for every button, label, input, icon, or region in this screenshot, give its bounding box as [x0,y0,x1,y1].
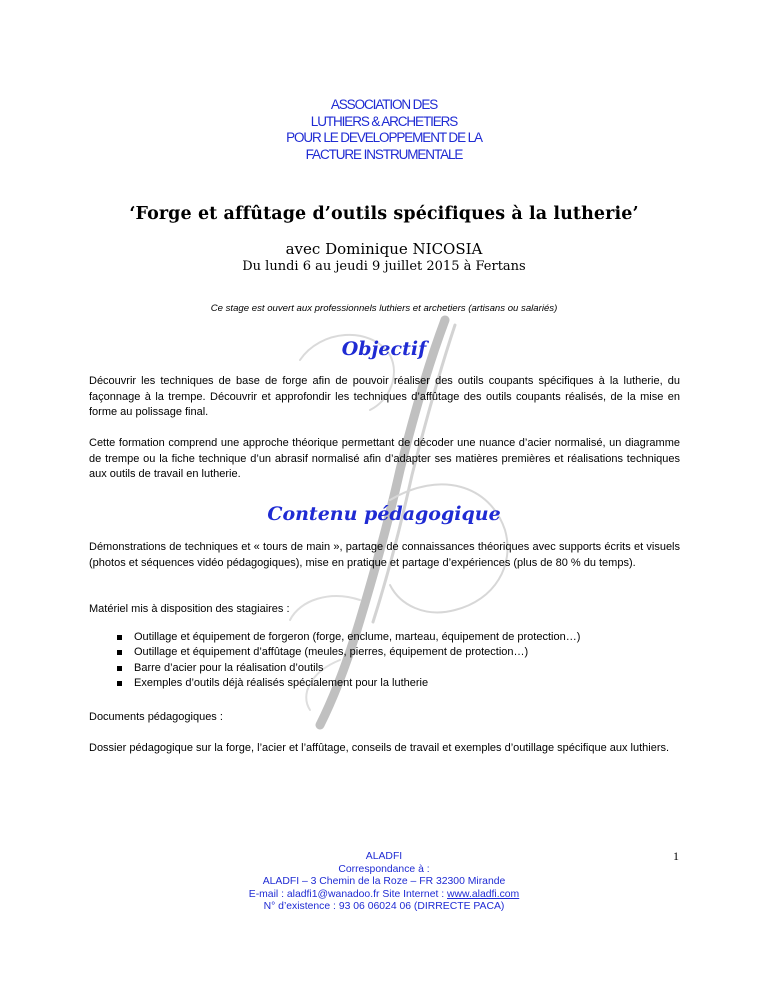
course-dates: Du lundi 6 au jeudi 9 juillet 2015 à Fertans [242,259,526,274]
objectif-paragraph-2: Cette formation comprend une approche théorique permettant de décoder une nuance d’acier normalisé, un diagramme de trempe ou la fiche technique d’un abrasif normalisé afin d’adapter ses matières premières et réalisations techniques aux outils de travail en lutherie. [89,437,680,481]
bullet-square-icon [117,666,122,671]
documents-text: Dossier pédagogique sur la forge, l’acier et l’affûtage, conseils de travail et exemples d’outillage spécifique aux luthiers. [89,742,670,754]
materiel-list [117,630,677,692]
list-item-text: Exemples d’outils déjà réalisés spécialement pour la lutherie [134,677,429,690]
list-item [117,676,677,691]
footer-existence: N° d’existence : 93 06 06024 06 (DIRRECTE PACA) [263,901,505,913]
page-number: 1 [673,849,679,863]
list-item [117,661,677,676]
list-item [117,645,677,660]
footer-email: E-mail : aladfi1@wanadoo.fr Site Internet : [248,888,448,900]
materiel-label: Matériel mis à disposition des stagiaires : [89,603,290,615]
list-item-text: Barre d’acier pour la réalisation d’outils [134,661,324,674]
association-header [0,97,768,163]
org-line-4: FACTURE INSTRUMENTALE [305,146,463,162]
course-title: ‘Forge et affûtage d’outils spécifiques à la lutherie’ [129,204,639,224]
objectif-heading: Objectif [341,338,427,360]
footer-correspondance: Correspondance à : [338,863,430,875]
audience-note: Ce stage est ouvert aux professionnels luthiers et archetiers (artisans ou salariés) [210,303,558,314]
bullet-square-icon [117,635,122,640]
list-item-text: Outillage et équipement de forgeron (forge, enclume, marteau, équipement de protection…) [134,631,581,643]
footer-org: ALADFI [365,851,403,862]
footer-address: ALADFI – 3 Chemin de la Roze – FR 32300 Mirande [262,876,506,888]
list-item-text: Outillage et équipement d’affûtage (meules, pierres, équipement de protection…) [134,646,529,659]
objectif-paragraph-1: Découvrir les techniques de base de forge afin de pouvoir réaliser des outils coupants spécifiques à la lutherie, du façonnage à la trempe. Découvrir et approfondir les techniques d’affûtage des outils coupants réalisés, de la mise en forme au polissage final. [89,375,680,419]
bullet-square-icon [117,650,122,655]
instructor-line: avec Dominique NICOSIA [285,240,483,258]
website-link[interactable]: www.aladfi.com [447,888,520,900]
org-line-3: POUR LE DEVELOPPEMENT DE LA [286,130,482,145]
footer [0,851,768,914]
footer-contact [0,889,768,902]
list-item [117,630,677,645]
contenu-paragraph: Démonstrations de techniques et « tours de main », partage de connaissances théoriques avec supports écrits et visuels (photos et séquences vidéo pédagogiques), mise en pratique et partage d’expériences (plus de 80 % du temps). [89,541,680,569]
org-line-1: ASSOCIATION DES [330,97,438,112]
contenu-heading: Contenu pédagogique [267,503,501,525]
documents-label: Documents pédagogiques : [89,711,223,723]
org-line-2: LUTHIERS & ARCHETIERS [310,113,458,129]
bullet-square-icon [117,681,122,686]
